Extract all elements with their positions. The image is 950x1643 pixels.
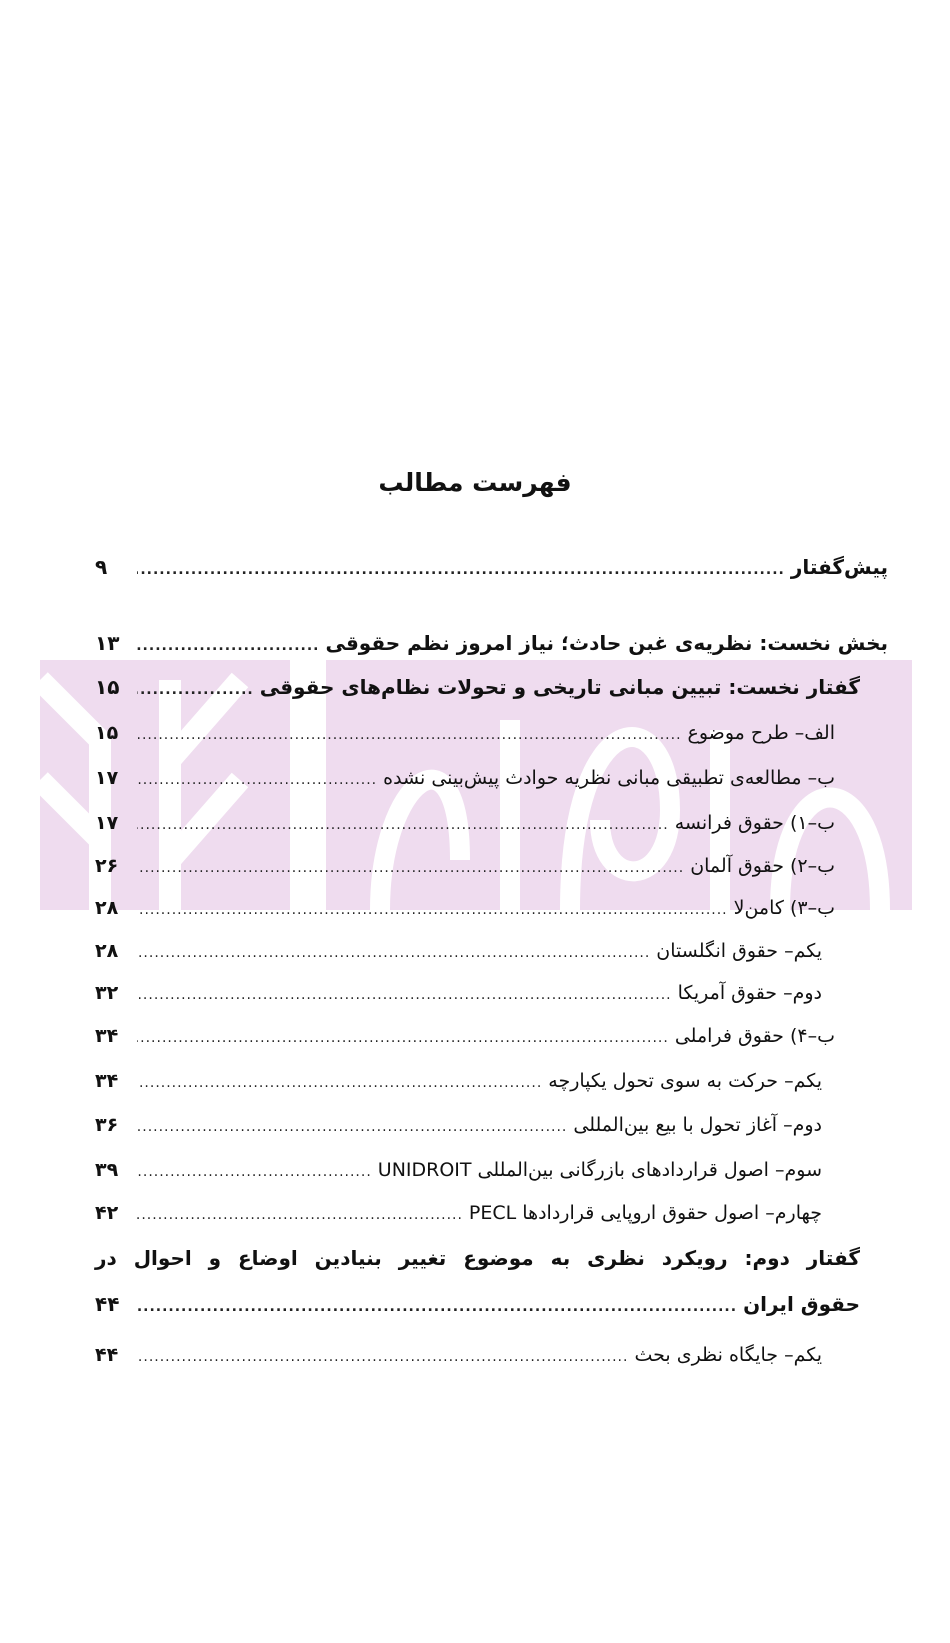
entry-page: ۳۴ (95, 1070, 119, 1092)
dot-leader (137, 817, 669, 833)
dot-leader (137, 902, 728, 918)
entry-page: ۴۴ (95, 1292, 120, 1316)
toc-entry[interactable] (95, 1202, 822, 1238)
dot-leader (137, 1030, 669, 1046)
entry-page: ۱۵ (95, 722, 119, 744)
toc-entry[interactable] (95, 1114, 822, 1150)
entry-page: ۱۷ (95, 767, 119, 789)
entry-label: دوم– آغاز تحول با بیع بین‌المللی (573, 1114, 822, 1136)
entry-page: ۴۲ (95, 1202, 119, 1224)
entry-page: ۳۶ (95, 1114, 119, 1136)
toc-entry-chapter-two[interactable] (95, 1292, 860, 1328)
toc-entry-chapter-one[interactable] (95, 675, 860, 711)
toc-entry-part-one[interactable] (95, 631, 888, 667)
toc-entry-chapter-two-line1[interactable]: گفتار دوم: رویکرد نظری به موضوع تغییر بنیادین اوضاع و احوال در (95, 1246, 860, 1270)
entry-label: ب–۱) حقوق فرانسه (674, 812, 835, 834)
toc-entry[interactable] (95, 1070, 822, 1106)
toc-entry[interactable] (95, 1025, 835, 1061)
toc-entry-preface[interactable] (95, 555, 888, 591)
dot-leader (137, 1164, 372, 1180)
toc-entry[interactable] (95, 855, 835, 891)
entry-label: پیش‌گفتار (790, 555, 888, 579)
entry-label: بخش نخست: نظریه‌ی غبن حادث؛ نیاز امروز نظم حقوقی (325, 631, 888, 655)
entry-label: دوم– حقوق آمریکا (677, 982, 822, 1004)
dot-leader (137, 682, 254, 698)
entry-page: ۴۴ (95, 1344, 119, 1366)
entry-page: ۱۳ (95, 631, 120, 655)
dot-leader (137, 860, 684, 876)
dot-leader (137, 1299, 737, 1315)
entry-page: ۳۹ (95, 1159, 119, 1181)
entry-label: ب–۲) حقوق آلمان (690, 855, 835, 877)
dot-leader (137, 727, 682, 743)
dot-leader (137, 1207, 463, 1223)
entry-page: ۱۵ (95, 675, 120, 699)
entry-page: ۲۸ (95, 897, 119, 919)
entry-label: ب–۴) حقوق فراملی (674, 1025, 835, 1047)
entry-page: ۳۲ (95, 982, 119, 1004)
entry-page: ۱۷ (95, 812, 119, 834)
toc-entry[interactable] (95, 812, 835, 848)
toc-entry[interactable] (95, 982, 822, 1018)
entry-page: ۲۸ (95, 940, 119, 962)
page-title: فهرست مطالب (378, 468, 572, 497)
dot-leader (137, 772, 377, 788)
toc-entry[interactable] (95, 897, 835, 933)
dot-leader (137, 638, 319, 654)
dot-leader (137, 1075, 542, 1091)
entry-label: یکم– حرکت به سوی تحول یکپارچه (548, 1070, 822, 1092)
dot-leader (137, 945, 650, 961)
entry-label: یکم– جایگاه نظری بحث (634, 1344, 822, 1366)
toc-entry[interactable] (95, 1159, 822, 1195)
entry-label: الف– طرح موضوع (687, 722, 835, 744)
toc-entry[interactable] (95, 940, 822, 976)
dot-leader (137, 987, 672, 1003)
dot-leader (137, 1349, 628, 1365)
dot-leader (137, 1119, 567, 1135)
entry-label: ب– مطالعه‌ی تطبیقی مبانی نظریه حوادث پیش‌بینی نشده (383, 767, 835, 789)
entry-label: گفتار نخست: تبیین مبانی تاریخی و تحولات نظام‌های حقوقی (259, 675, 860, 699)
entry-label: یکم– حقوق انگلستان (656, 940, 822, 962)
toc-entry[interactable] (95, 767, 835, 803)
entry-label: ب–۳) کامن‌لا (733, 897, 835, 919)
dot-leader (137, 562, 785, 578)
entry-label: سوم– اصول قراردادهای بازرگانی بین‌المللی UNIDROIT (377, 1159, 822, 1181)
toc-entry[interactable] (95, 722, 835, 758)
entry-page: ۹ (95, 555, 108, 579)
entry-label: حقوق ایران (743, 1292, 860, 1316)
entry-page: ۲۶ (95, 855, 119, 877)
entry-page: ۳۴ (95, 1025, 119, 1047)
entry-label: چهارم– اصول حقوق اروپایی قراردادها PECL (468, 1202, 822, 1224)
toc-entry[interactable] (95, 1344, 822, 1380)
